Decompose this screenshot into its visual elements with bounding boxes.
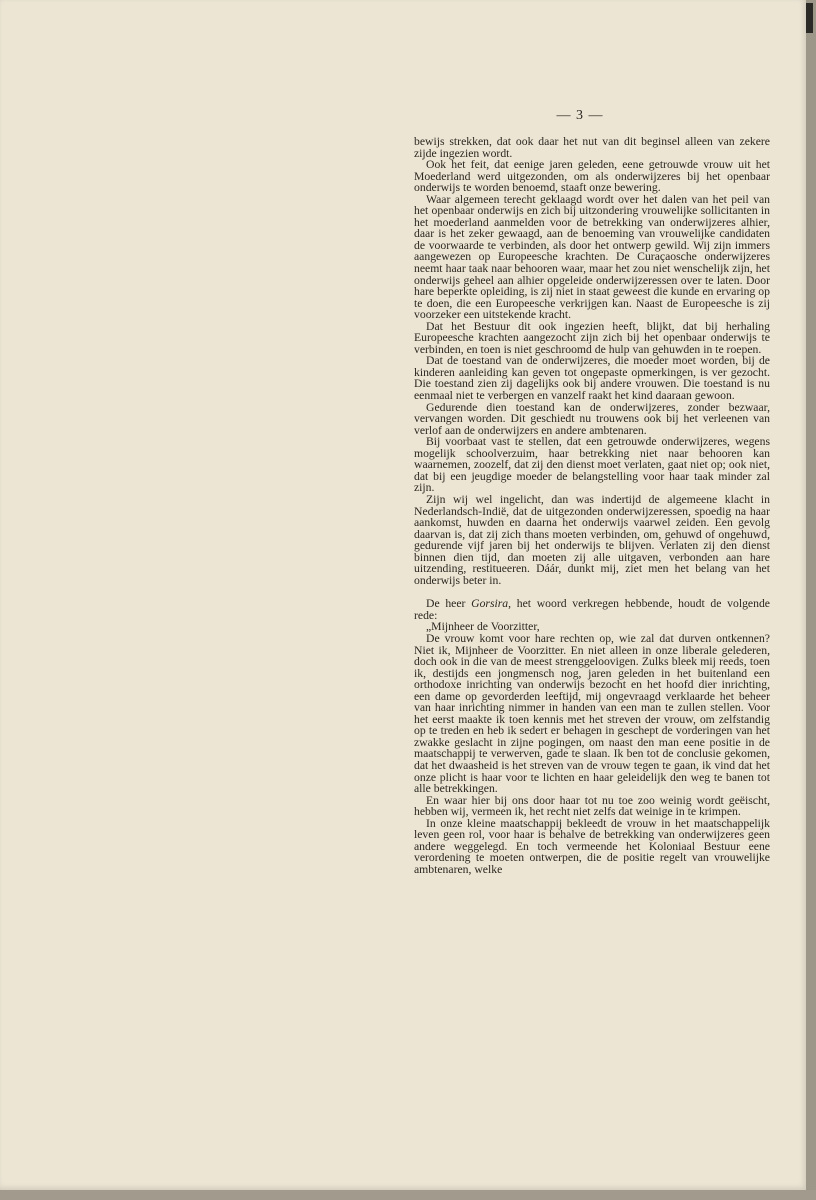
- speech-paragraph: De vrouw komt voor hare rechten op, wie zal dat durven ontkennen? Niet ik, Mijnheer de Voorzitter. En niet alleen in onze liberale gelederen, doch ook in die van de meest strenggeloovigen. Zulks bleek mij reeds, toen ik, destijds een jongmensch nog, jaren geleden in het buitenland een orthodoxe inrichting van onderwijs bezocht en het hoofd dier inrichting, een dame op gevorderden leeftijd, mij ongevraagd verklaarde het beheer van haar inrichting nimmer in handen van een man te zullen stellen. Voor het eerst maakte ik toen kennis met het streven der vrouw, om zelfstandig op te treden en heb ik sedert er behagen in geschept de vorderingen van het zwakke geslacht in zijne pogingen, om naast den man eene positie in de maatschappij te verwerven, gade te slaan. Ik ben tot de conclusie gekomen, dat het dwaasheid is het streven van de vrouw tegen te gaan, ik vind dat het onze plicht is haar voor te lichten en haar geleidelijk den weg te banen tot alle betrekkingen.: [414, 631, 770, 796]
- speech-intro: [414, 598, 770, 621]
- paragraph: Waar algemeen terecht geklaagd wordt over het dalen van het peil van het openbaar onderwijs en zich bij uitzondering vrouwelijke sollicitanten in het moederland aanmelden voor de betrekking van onderwijzeres alhier, daar is het zeker gewaagd, aan de benoeming van vrouwelijke candidaten de voorwaarde te verbinden, als door het ontwerp gewild. Wij zijn immers aangewezen op Europeesche krachten. De Curaçaosche onderwijzeres neemt haar taak naar behooren waar, maar het zou niet wenschelijk zijn, het onderwijs geheel aan alhier opgeleide onderwijzeressen over te laten. Door hare beperkte opleiding, is zij niet in staat geweest die kunde en ervaring op te doen, die een Europeesche verkrijgen kan. Naast de Europeesche is zij voorzeker een uitstekende kracht.: [414, 192, 770, 322]
- speech-paragraph: In onze kleine maatschappij bekleedt de vrouw in het maatschappelijk leven geen rol, voor haar is behalve de betrekking van onderwijzeres geen andere weggelegd. En toch vermeende het Koloniaal Bestuur eene verordening te moeten ontwerpen, die de positie regelt van vrouwelijke ambtenaren, welke: [414, 816, 770, 876]
- page-number: — 3 —: [556, 108, 604, 123]
- paragraph: Ook het feit, dat eenige jaren geleden, eene getrouwde vrouw uit het Moederland werd uitgezonden, om als onderwijzeres bij het openbaar onderwijs te worden benoemd, staaft onze bewering.: [414, 158, 770, 195]
- speech-intro-after: , het woord verkregen hebbende, houdt de volgende rede:: [414, 597, 770, 622]
- paragraph: Dat de toestand van de onderwijzeres, die moeder moet worden, bij de kinderen aanleiding kan geven tot ongepaste opmerkingen, is ver gezocht. Die toestand zien zij dagelijks ook bij andere vrouwen. Die toestand is nu eenmaal niet te verbergen en vanzelf raakt het kind daaraan gewoon.: [414, 354, 770, 403]
- paragraph: bewijs strekken, dat ook daar het nut van dit beginsel alleen van zekere zijde ingezien wordt.: [414, 135, 770, 160]
- speaker-name: Gorsira: [471, 597, 509, 611]
- scan-edge-right: [806, 0, 816, 1200]
- paragraph: Gedurende dien toestand kan de onderwijzeres, zonder bezwaar, vervangen worden. Dit geschiedt nu trouwens ook bij het verleenen van verlof aan de onderwijzers en andere ambtenaren.: [414, 400, 770, 437]
- speech-paragraph: En waar hier bij ons door haar tot nu toe zoo weinig wordt geëischt, hebben wij, vermeen ik, het recht niet zelfs dat weinige in te krimpen.: [414, 793, 770, 819]
- paragraph: Bij voorbaat vast te stellen, dat een getrouwde onderwijzeres, wegens mogelijk schoolverzuim, haar betrekking niet naar behooren kan waarnemen, zoozelf, dat zij den dienst moet verlaten, gaat niet op; ook niet, dat bij een jeugdige moeder de belangstelling voor haar taak minder zal zijn.: [414, 435, 770, 495]
- paragraph: Zijn wij wel ingelicht, dan was indertijd de algemeene klacht in Nederlandsch-Indië, dat de uitgezonden onderwijzeressen, spoedig na haar aankomst, huwden en daarna het onderwijs vaarwel zeiden. Een gevolg daarvan is, dat zij zich thans moeten verbinden, om, gehuwd of ongehuwd, gedurende vijf jaren bij het onderwijs te blijven. Verlaten zij den dienst binnen dien tijd, dan moeten zij alle uitgaven, verbonden aan hare uitzending, restitueeren. Dáár, dunkt mij, ziet men het belang van het onderwijs beter in.: [414, 492, 770, 587]
- scan-edge-bottom: [0, 1190, 816, 1200]
- speech-intro-before: De heer: [426, 597, 472, 611]
- corner-marker: [806, 3, 813, 33]
- paragraph: Dat het Bestuur dit ook ingezien heeft, blijkt, dat bij herhaling Europeesche krachten aangezocht zijn zich bij het openbaar onderwijs te verbinden, en toen is niet geschroomd de hulp van gehuwden in te roepen.: [414, 319, 770, 356]
- body-text: [414, 136, 770, 875]
- speech-salutation: „Mijnheer de Voorzitter,: [426, 620, 540, 634]
